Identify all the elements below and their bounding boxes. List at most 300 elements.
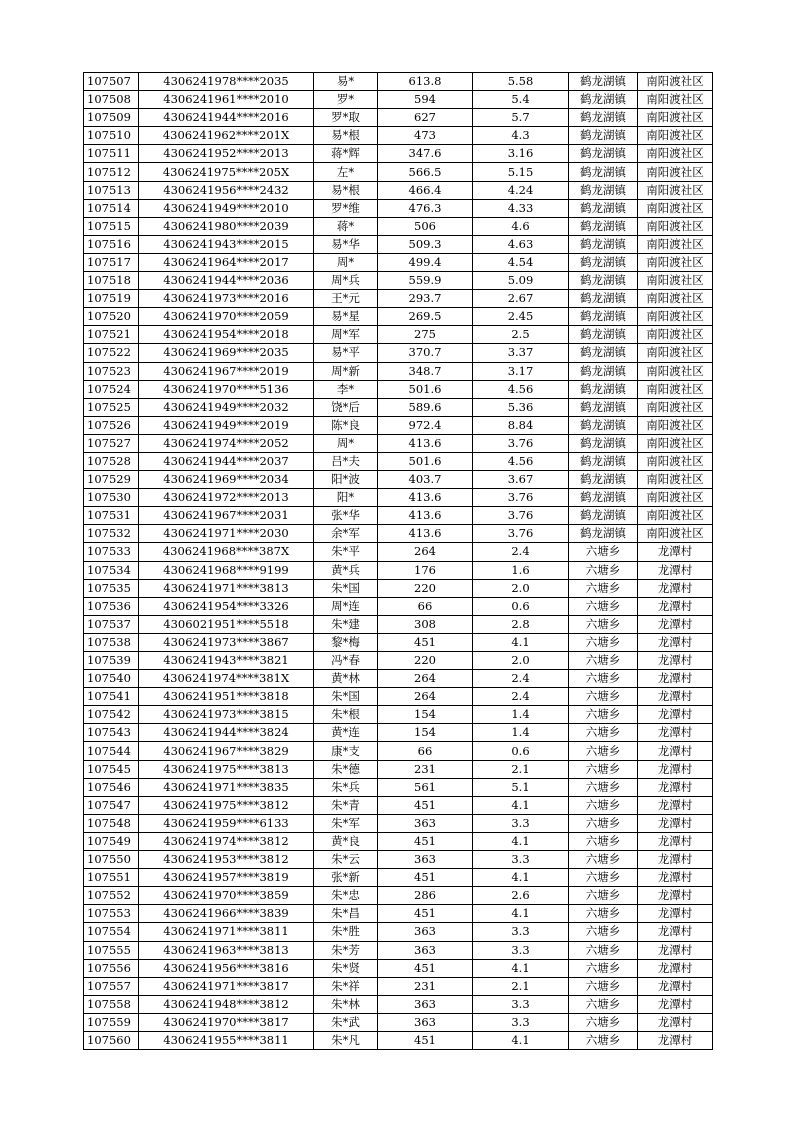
village-cell: 南阳渡社区 [638,181,713,199]
id-number-cell: 4306241971****3817 [139,977,314,995]
id-number-cell: 4306241980****2039 [139,217,314,235]
township-cell: 六塘乡 [569,796,638,814]
amount-cell: 499.4 [378,253,473,271]
person-name-cell: 黄*良 [314,832,378,850]
person-name-cell: 张*新 [314,869,378,887]
person-name-cell: 余*军 [314,525,378,543]
id-number-cell: 4306241970****3859 [139,887,314,905]
id-number-cell: 4306241944****2036 [139,272,314,290]
amount-cell: 413.6 [378,434,473,452]
record-id-cell: 107523 [84,362,139,380]
table-row [84,633,713,651]
township-cell: 六塘乡 [569,579,638,597]
record-id-cell: 107549 [84,832,139,850]
table-row [84,308,713,326]
person-name-cell: 蒋*辉 [314,145,378,163]
record-id-cell: 107530 [84,489,139,507]
village-cell: 南阳渡社区 [638,217,713,235]
area-cell: 4.1 [473,959,569,977]
person-name-cell: 周*连 [314,597,378,615]
amount-cell: 466.4 [378,181,473,199]
record-id-cell: 107554 [84,923,139,941]
area-cell: 4.24 [473,181,569,199]
person-name-cell: 朱*云 [314,851,378,869]
id-number-cell: 4306241949****2019 [139,416,314,434]
table-row [84,525,713,543]
record-id-cell: 107514 [84,199,139,217]
table-row [84,434,713,452]
record-id-cell: 107536 [84,597,139,615]
area-cell: 4.63 [473,235,569,253]
record-id-cell: 107559 [84,1013,139,1031]
area-cell: 5.09 [473,272,569,290]
person-name-cell: 黄*林 [314,670,378,688]
amount-cell: 559.9 [378,272,473,290]
person-name-cell: 朱*凡 [314,1031,378,1049]
person-name-cell: 易*平 [314,344,378,362]
id-number-cell: 4306241963****3813 [139,941,314,959]
id-number-cell: 4306241970****5136 [139,380,314,398]
id-number-cell: 4306241964****2017 [139,253,314,271]
amount-cell: 451 [378,959,473,977]
village-cell: 龙潭村 [638,633,713,651]
table-row [84,977,713,995]
record-id-cell: 107528 [84,452,139,470]
table-row [84,471,713,489]
village-cell: 南阳渡社区 [638,91,713,109]
township-cell: 六塘乡 [569,688,638,706]
township-cell: 鹤龙湖镇 [569,434,638,452]
record-id-cell: 107543 [84,724,139,742]
village-cell: 南阳渡社区 [638,507,713,525]
id-number-cell: 4306241962****201X [139,127,314,145]
area-cell: 8.84 [473,416,569,434]
person-name-cell: 周*军 [314,326,378,344]
table-row [84,742,713,760]
table-row [84,127,713,145]
amount-cell: 501.6 [378,452,473,470]
area-cell: 4.1 [473,633,569,651]
id-number-cell: 4306241970****2059 [139,308,314,326]
id-number-cell: 4306241943****3821 [139,652,314,670]
person-name-cell: 朱*祥 [314,977,378,995]
amount-cell: 509.3 [378,235,473,253]
village-cell: 龙潭村 [638,615,713,633]
table-row [84,597,713,615]
person-name-cell: 黎*梅 [314,633,378,651]
person-name-cell: 周* [314,253,378,271]
table-row [84,760,713,778]
township-cell: 六塘乡 [569,941,638,959]
township-cell: 鹤龙湖镇 [569,525,638,543]
village-cell: 南阳渡社区 [638,73,713,91]
area-cell: 3.3 [473,851,569,869]
table-row [84,181,713,199]
id-number-cell: 4306241970****3817 [139,1013,314,1031]
table-row [84,253,713,271]
table-row [84,235,713,253]
village-cell: 南阳渡社区 [638,109,713,127]
village-cell: 南阳渡社区 [638,290,713,308]
record-id-cell: 107544 [84,742,139,760]
id-number-cell: 4306241944****2037 [139,452,314,470]
area-cell: 4.56 [473,380,569,398]
village-cell: 龙潭村 [638,851,713,869]
table-row [84,290,713,308]
id-number-cell: 4306241969****2034 [139,471,314,489]
table-row [84,724,713,742]
amount-cell: 347.6 [378,145,473,163]
person-name-cell: 朱*林 [314,995,378,1013]
area-cell: 3.3 [473,995,569,1013]
amount-cell: 451 [378,832,473,850]
township-cell: 六塘乡 [569,760,638,778]
township-cell: 鹤龙湖镇 [569,272,638,290]
township-cell: 鹤龙湖镇 [569,326,638,344]
record-id-cell: 107546 [84,778,139,796]
person-name-cell: 周*新 [314,362,378,380]
record-id-cell: 107507 [84,73,139,91]
township-cell: 六塘乡 [569,923,638,941]
id-number-cell: 4306241943****2015 [139,235,314,253]
person-name-cell: 黄*连 [314,724,378,742]
table-row [84,670,713,688]
person-name-cell: 陈*良 [314,416,378,434]
area-cell: 3.67 [473,471,569,489]
amount-cell: 231 [378,760,473,778]
person-name-cell: 冯*春 [314,652,378,670]
record-id-cell: 107510 [84,127,139,145]
id-number-cell: 4306241971****3813 [139,579,314,597]
township-cell: 鹤龙湖镇 [569,471,638,489]
area-cell: 4.1 [473,832,569,850]
person-name-cell: 朱*青 [314,796,378,814]
village-cell: 南阳渡社区 [638,489,713,507]
id-number-cell: 4306241951****3818 [139,688,314,706]
record-id-cell: 107541 [84,688,139,706]
table-row [84,416,713,434]
amount-cell: 275 [378,326,473,344]
person-name-cell: 朱*贤 [314,959,378,977]
township-cell: 鹤龙湖镇 [569,109,638,127]
table-row [84,941,713,959]
id-number-cell: 4306241978****2035 [139,73,314,91]
id-number-cell: 4306241944****3824 [139,724,314,742]
township-cell: 六塘乡 [569,887,638,905]
table-row [84,272,713,290]
record-id-cell: 107547 [84,796,139,814]
table-row [84,796,713,814]
record-id-cell: 107526 [84,416,139,434]
area-cell: 2.1 [473,760,569,778]
id-number-cell: 4306241973****2016 [139,290,314,308]
person-name-cell: 吕*夫 [314,452,378,470]
village-cell: 南阳渡社区 [638,145,713,163]
township-cell: 六塘乡 [569,959,638,977]
table-row [84,851,713,869]
area-cell: 3.37 [473,344,569,362]
area-cell: 2.45 [473,308,569,326]
area-cell: 4.1 [473,905,569,923]
record-id-cell: 107520 [84,308,139,326]
area-cell: 2.67 [473,290,569,308]
record-id-cell: 107538 [84,633,139,651]
id-number-cell: 4306241956****3816 [139,959,314,977]
id-number-cell: 4306241969****2035 [139,344,314,362]
person-name-cell: 朱*胜 [314,923,378,941]
township-cell: 鹤龙湖镇 [569,507,638,525]
township-cell: 六塘乡 [569,724,638,742]
area-cell: 3.16 [473,145,569,163]
id-number-cell: 4306241944****2016 [139,109,314,127]
village-cell: 龙潭村 [638,887,713,905]
record-id-cell: 107545 [84,760,139,778]
amount-cell: 589.6 [378,398,473,416]
table-row [84,832,713,850]
amount-cell: 613.8 [378,73,473,91]
township-cell: 鹤龙湖镇 [569,145,638,163]
village-cell: 龙潭村 [638,688,713,706]
township-cell: 鹤龙湖镇 [569,452,638,470]
table-row [84,326,713,344]
village-cell: 南阳渡社区 [638,471,713,489]
area-cell: 2.0 [473,579,569,597]
person-name-cell: 王*元 [314,290,378,308]
amount-cell: 506 [378,217,473,235]
id-number-cell: 4306241957****3819 [139,869,314,887]
amount-cell: 363 [378,923,473,941]
amount-cell: 269.5 [378,308,473,326]
township-cell: 六塘乡 [569,1013,638,1031]
area-cell: 5.1 [473,778,569,796]
record-id-cell: 107519 [84,290,139,308]
area-cell: 5.7 [473,109,569,127]
amount-cell: 154 [378,706,473,724]
village-cell: 龙潭村 [638,561,713,579]
village-cell: 南阳渡社区 [638,127,713,145]
area-cell: 3.3 [473,1013,569,1031]
village-cell: 龙潭村 [638,814,713,832]
township-cell: 鹤龙湖镇 [569,380,638,398]
id-number-cell: 4306241948****3812 [139,995,314,1013]
table-row [84,380,713,398]
record-id-cell: 107558 [84,995,139,1013]
id-number-cell: 4306241956****2432 [139,181,314,199]
area-cell: 5.36 [473,398,569,416]
record-id-cell: 107548 [84,814,139,832]
table-row [84,887,713,905]
id-number-cell: 4306241949****2010 [139,199,314,217]
township-cell: 鹤龙湖镇 [569,308,638,326]
township-cell: 六塘乡 [569,561,638,579]
area-cell: 1.4 [473,706,569,724]
village-cell: 龙潭村 [638,941,713,959]
area-cell: 1.4 [473,724,569,742]
record-id-cell: 107521 [84,326,139,344]
area-cell: 2.0 [473,652,569,670]
village-cell: 龙潭村 [638,832,713,850]
table-row [84,905,713,923]
village-cell: 南阳渡社区 [638,380,713,398]
table-row [84,507,713,525]
amount-cell: 363 [378,941,473,959]
village-cell: 龙潭村 [638,923,713,941]
id-number-cell: 4306241974****3812 [139,832,314,850]
amount-cell: 363 [378,814,473,832]
area-cell: 5.58 [473,73,569,91]
person-name-cell: 周*兵 [314,272,378,290]
person-name-cell: 阳*波 [314,471,378,489]
record-id-cell: 107556 [84,959,139,977]
township-cell: 鹤龙湖镇 [569,253,638,271]
id-number-cell: 4306241959****6133 [139,814,314,832]
id-number-cell: 4306241966****3839 [139,905,314,923]
village-cell: 龙潭村 [638,652,713,670]
amount-cell: 413.6 [378,507,473,525]
amount-cell: 363 [378,1013,473,1031]
village-cell: 南阳渡社区 [638,308,713,326]
village-cell: 龙潭村 [638,760,713,778]
person-name-cell: 康*支 [314,742,378,760]
township-cell: 鹤龙湖镇 [569,163,638,181]
record-id-cell: 107518 [84,272,139,290]
table-row [84,217,713,235]
table-row [84,398,713,416]
record-id-cell: 107537 [84,615,139,633]
table-row [84,145,713,163]
township-cell: 鹤龙湖镇 [569,398,638,416]
table-row [84,579,713,597]
village-cell: 南阳渡社区 [638,344,713,362]
person-name-cell: 朱*根 [314,706,378,724]
township-cell: 六塘乡 [569,977,638,995]
township-cell: 六塘乡 [569,670,638,688]
amount-cell: 363 [378,851,473,869]
amount-cell: 370.7 [378,344,473,362]
amount-cell: 451 [378,796,473,814]
village-cell: 南阳渡社区 [638,416,713,434]
person-name-cell: 朱*兵 [314,778,378,796]
id-number-cell: 4306241952****2013 [139,145,314,163]
village-cell: 南阳渡社区 [638,434,713,452]
person-name-cell: 易*星 [314,308,378,326]
table-row [84,814,713,832]
person-name-cell: 朱*德 [314,760,378,778]
record-id-cell: 107542 [84,706,139,724]
record-id-cell: 107516 [84,235,139,253]
area-cell: 3.17 [473,362,569,380]
table-row [84,362,713,380]
amount-cell: 501.6 [378,380,473,398]
person-name-cell: 朱*忠 [314,887,378,905]
person-name-cell: 饶*后 [314,398,378,416]
area-cell: 2.6 [473,887,569,905]
area-cell: 3.3 [473,814,569,832]
record-id-cell: 107509 [84,109,139,127]
id-number-cell: 4306241954****2018 [139,326,314,344]
area-cell: 4.1 [473,869,569,887]
record-id-cell: 107534 [84,561,139,579]
amount-cell: 348.7 [378,362,473,380]
village-cell: 南阳渡社区 [638,272,713,290]
village-cell: 南阳渡社区 [638,253,713,271]
record-id-cell: 107532 [84,525,139,543]
id-number-cell: 4306241975****3813 [139,760,314,778]
area-cell: 2.4 [473,670,569,688]
amount-cell: 293.7 [378,290,473,308]
township-cell: 六塘乡 [569,995,638,1013]
township-cell: 六塘乡 [569,543,638,561]
township-cell: 六塘乡 [569,851,638,869]
id-number-cell: 4306241967****2019 [139,362,314,380]
village-cell: 龙潭村 [638,959,713,977]
area-cell: 0.6 [473,742,569,760]
village-cell: 龙潭村 [638,1031,713,1049]
id-number-cell: 4306241971****2030 [139,525,314,543]
table-row [84,163,713,181]
id-number-cell: 4306241955****3811 [139,1031,314,1049]
person-name-cell: 易* [314,73,378,91]
table-row [84,923,713,941]
amount-cell: 66 [378,742,473,760]
table-row [84,652,713,670]
person-name-cell: 朱*平 [314,543,378,561]
table-row [84,199,713,217]
village-cell: 龙潭村 [638,742,713,760]
village-cell: 龙潭村 [638,579,713,597]
township-cell: 鹤龙湖镇 [569,217,638,235]
table-row [84,344,713,362]
amount-cell: 308 [378,615,473,633]
area-cell: 3.76 [473,489,569,507]
township-cell: 六塘乡 [569,742,638,760]
area-cell: 2.5 [473,326,569,344]
record-id-cell: 107511 [84,145,139,163]
township-cell: 鹤龙湖镇 [569,73,638,91]
person-name-cell: 罗* [314,91,378,109]
township-cell: 鹤龙湖镇 [569,127,638,145]
person-name-cell: 朱*武 [314,1013,378,1031]
person-name-cell: 朱*军 [314,814,378,832]
area-cell: 5.4 [473,91,569,109]
table-row [84,91,713,109]
village-cell: 龙潭村 [638,724,713,742]
amount-cell: 66 [378,597,473,615]
record-id-cell: 107535 [84,579,139,597]
record-id-cell: 107524 [84,380,139,398]
amount-cell: 451 [378,1031,473,1049]
person-name-cell: 易*华 [314,235,378,253]
area-cell: 2.8 [473,615,569,633]
township-cell: 鹤龙湖镇 [569,344,638,362]
village-cell: 南阳渡社区 [638,163,713,181]
amount-cell: 451 [378,633,473,651]
village-cell: 龙潭村 [638,905,713,923]
table-row [84,73,713,91]
village-cell: 南阳渡社区 [638,362,713,380]
record-id-cell: 107551 [84,869,139,887]
amount-cell: 561 [378,778,473,796]
village-cell: 南阳渡社区 [638,235,713,253]
amount-cell: 286 [378,887,473,905]
person-name-cell: 左* [314,163,378,181]
table-row [84,543,713,561]
record-id-cell: 107508 [84,91,139,109]
record-id-cell: 107552 [84,887,139,905]
table-row [84,615,713,633]
area-cell: 5.15 [473,163,569,181]
township-cell: 六塘乡 [569,615,638,633]
